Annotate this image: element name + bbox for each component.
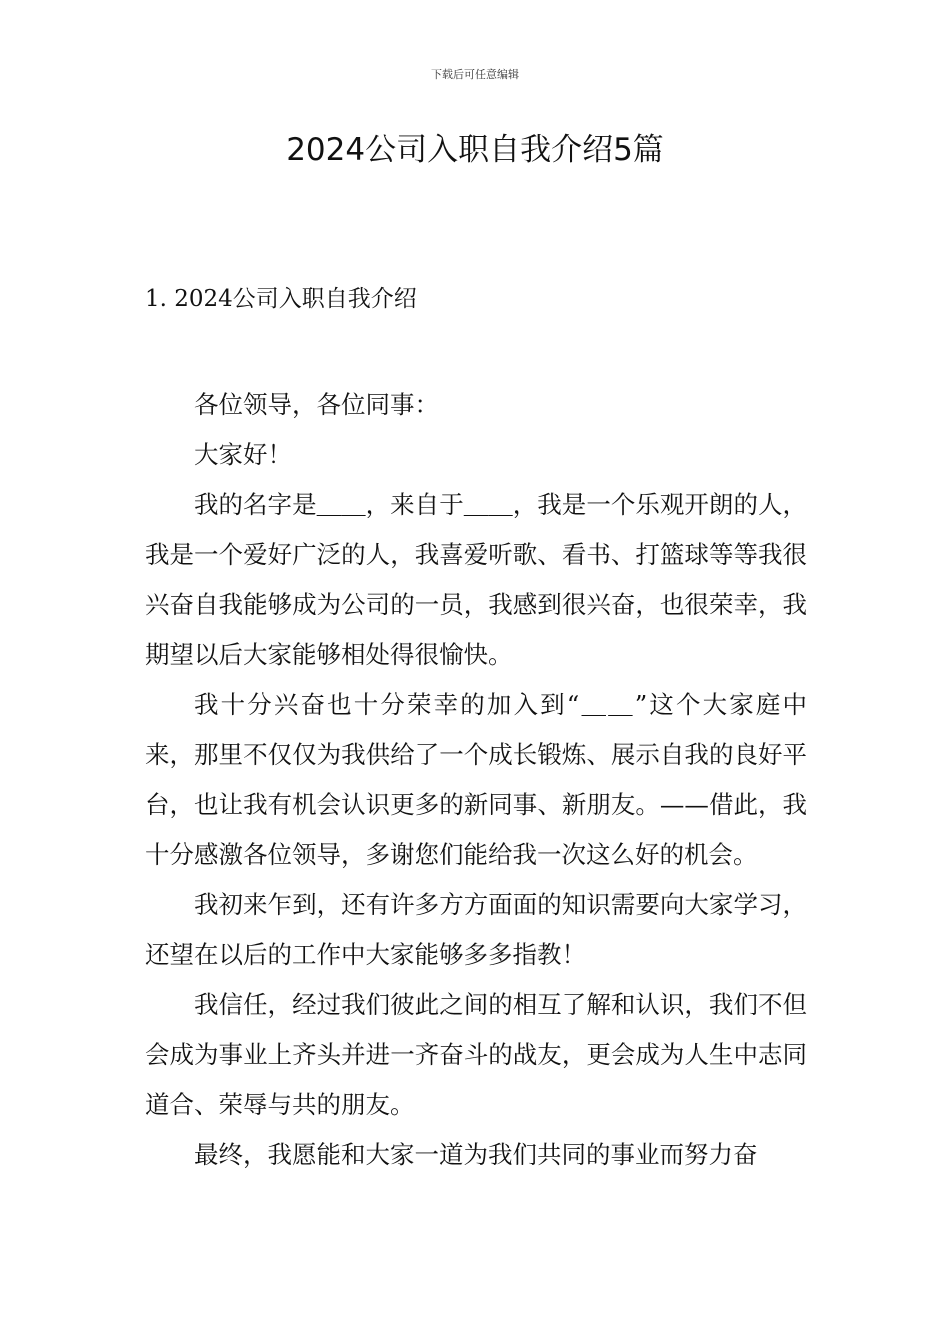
document-title: 2024公司入职自我介绍5篇	[286, 132, 664, 168]
paragraph-closing: 最终，我愿能和大家一道为我们共同的事业而努力奋	[194, 1140, 758, 1169]
paragraph-hello: 大家好！	[194, 440, 292, 469]
paragraph-joining: 我十分兴奋也十分荣幸的加入到“＿＿”这个大家庭中来，那里不仅仅为我供给了一个成长锻炼、展示自我的良好平台，也让我有机会认识更多的新同事、新朋友。——借此，我十分感激各位领导，多谢您们能给我一次这么好的机会。	[145, 690, 807, 869]
paragraph-greeting: 各位领导，各位同事：	[194, 390, 439, 419]
header-note: 下载后可任意编辑	[431, 68, 519, 81]
paragraph-trust: 我信任，经过我们彼此之间的相互了解和认识，我们不但会成为事业上齐头并进一齐奋斗的战友，更会成为人生中志同道合、荣辱与共的朋友。	[145, 990, 807, 1119]
paragraph-introduction: 我的名字是＿＿，来自于＿＿，我是一个乐观开朗的人，我是一个爱好广泛的人，我喜爱听歌、看书、打篮球等等我很兴奋自我能够成为公司的一员，我感到很兴奋，也很荣幸，我期望以后大家能够相处得很愉快。	[145, 490, 807, 669]
section-heading: 1. 2024公司入职自我介绍	[145, 286, 417, 312]
paragraph-learning: 我初来乍到，还有许多方方面面的知识需要向大家学习，还望在以后的工作中大家能够多多指教！	[145, 890, 807, 969]
document-body	[145, 380, 807, 1180]
